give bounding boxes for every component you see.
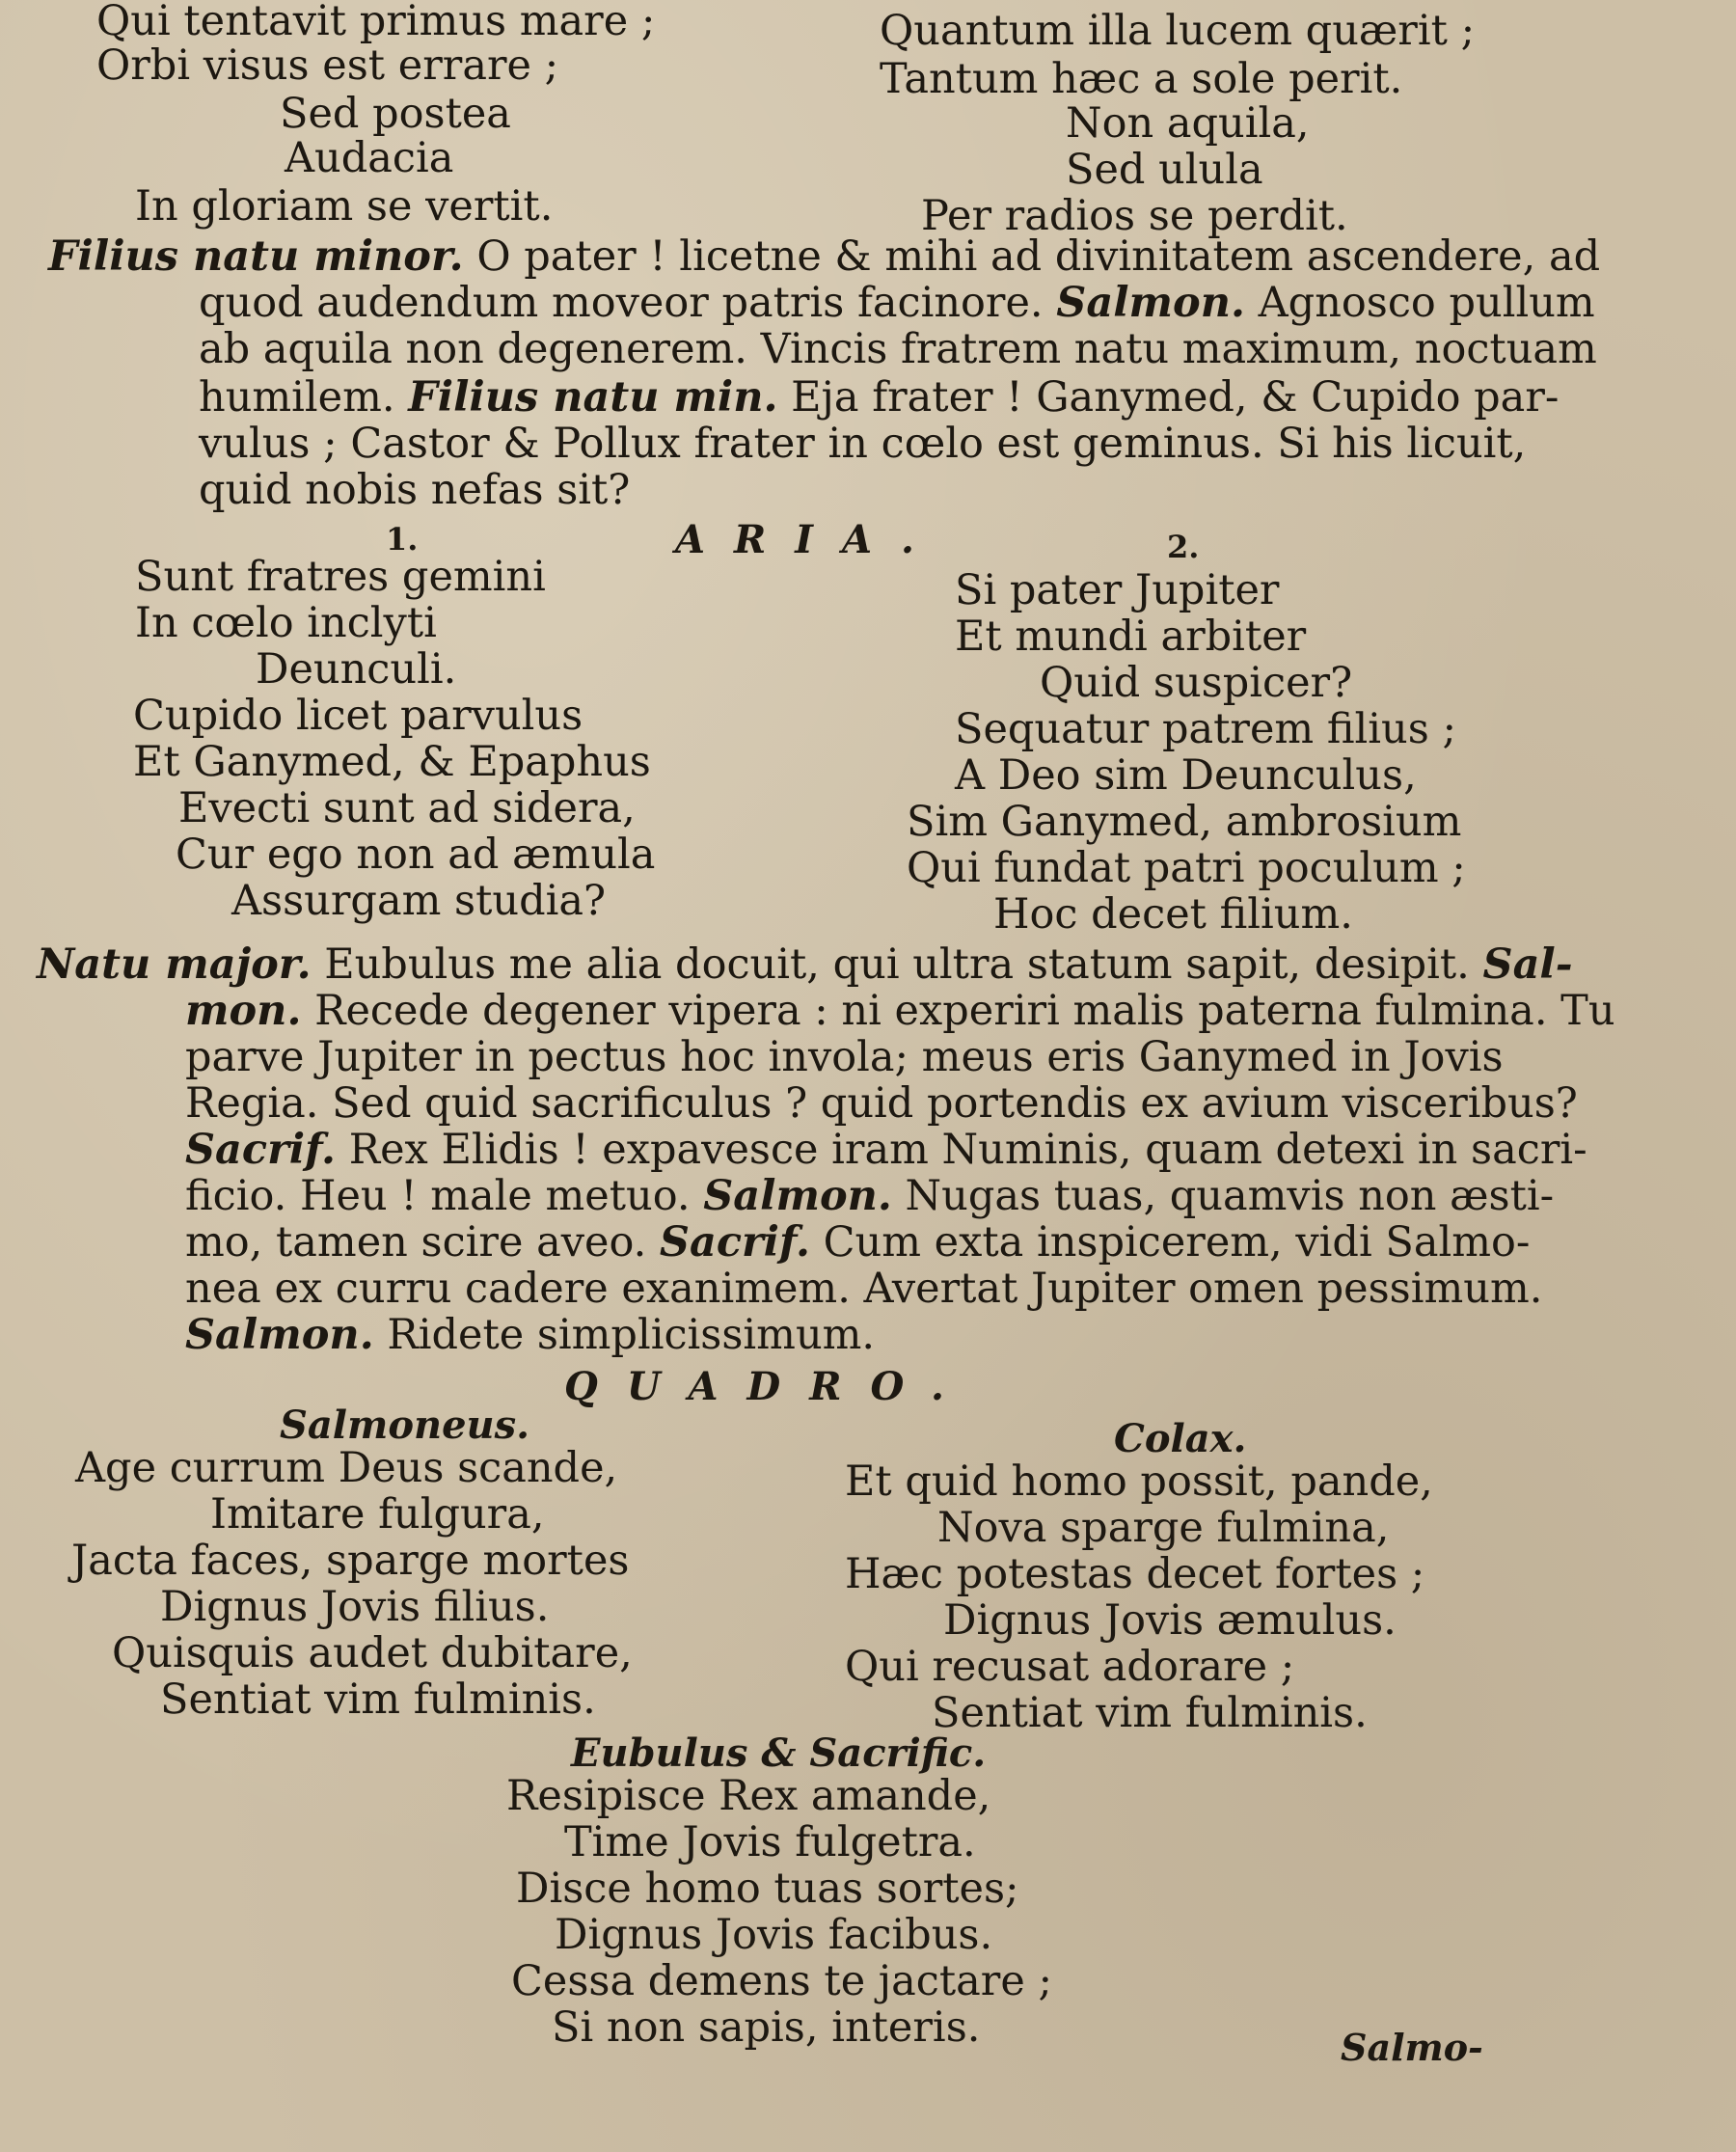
quadro-line: Sentiat vim fulminis. [160, 1675, 596, 1724]
aria-line: In cœlo inclyti [135, 599, 437, 647]
aria-line: Sunt fratres gemini [135, 553, 546, 601]
dialogue-text: Eja frater ! Ganymed, & Cupido par- [791, 373, 1560, 422]
verse-line: Qui tentavit primus mare ; [96, 0, 656, 45]
quadro-line: Qui recusat adorare ; [845, 1643, 1295, 1691]
dialogue-line [185, 1127, 1587, 1173]
catchword: Salmo- [1341, 2026, 1483, 2069]
quadro-line: Quisquis audet dubitare, [112, 1629, 633, 1677]
dialogue-text: Ridete simplicissimum. [387, 1311, 876, 1359]
aria-line: Si pater Jupiter [955, 566, 1280, 614]
verse-line: Audacia [285, 134, 454, 182]
aria-line: Sequatur patrem filius ; [955, 705, 1456, 753]
section-heading-aria: ARIA. [675, 517, 943, 562]
quadro-line: Imitare fulgura, [210, 1490, 545, 1539]
speaker-name: Sal- [1482, 940, 1573, 989]
aria-line: Et Ganymed, & Epaphus [133, 738, 651, 786]
speaker-name: Sacrif. [185, 1126, 337, 1174]
verse-line: Non aquila, [1066, 99, 1310, 148]
dialogue-line [185, 1219, 1530, 1266]
quadro-line: Resipisce Rex amande, [506, 1772, 991, 1820]
dialogue-line [185, 988, 1615, 1034]
dialogue-text: Agnosco pullum [1258, 279, 1595, 327]
quadro-line: Jacta faces, sparge mortes [71, 1537, 630, 1585]
dialogue-line: nea ex curru cadere exanimem. Avertat Jupiter omen pessimum. [185, 1265, 1543, 1313]
role-name: Colax. [1114, 1416, 1247, 1461]
dialogue-line [185, 1173, 1554, 1219]
dialogue-text: Cum exta inspicerem, vidi Salmo- [823, 1218, 1531, 1267]
dialogue-line: parve Jupiter in pectus hoc involа; meus eris Ganymed in Jovis [185, 1033, 1504, 1081]
dialogue-text: quod audendum moveor patris facinore. [199, 279, 1044, 327]
dialogue-text: Rex Elidis ! expavesce iram Numinis, quam detexi in sacri- [348, 1126, 1587, 1174]
quadro-line: Sentiat vim fulminis. [932, 1689, 1368, 1737]
dialogue-line: vulus ; Castor & Pollux frater in cœlo est geminus. Si his licuit, [199, 420, 1527, 468]
quadro-line: Hæc potestas decet fortes ; [845, 1550, 1425, 1598]
dialogue-line [37, 941, 1573, 988]
speaker-name: Filius natu minor. [48, 232, 464, 281]
verse-number: 1. [386, 521, 419, 558]
role-name: Eubulus & Sacrific. [571, 1730, 987, 1776]
verse-line: Quantum illa lucem quærit ; [880, 7, 1476, 55]
verse-line: Orbi visus est errare ; [96, 41, 559, 90]
aria-line: Qui fundat patri poculum ; [907, 844, 1466, 892]
verse-line: In gloriam se vertit. [135, 182, 554, 231]
speaker-name: Filius natu min. [408, 373, 778, 422]
dialogue-text: Eubulus me alia docuit, qui ultra statum sapit, desipit. [324, 940, 1470, 989]
dialogue-text: humilem. [199, 373, 395, 422]
speaker-name: Sacrif. [659, 1218, 810, 1267]
verse-number: 2. [1167, 529, 1200, 565]
role-name: Salmoneus. [280, 1403, 530, 1448]
dialogue-line: Regia. Sed quid sacrificulus ? quid portendis ex avium visceribus? [185, 1079, 1578, 1128]
speaker-name: Salmon. [1056, 279, 1245, 327]
verse-line: Sed ulula [1066, 146, 1263, 194]
aria-line: Assurgam studia? [231, 877, 607, 925]
speaker-name: Natu major. [37, 940, 312, 989]
verse-line: Sed postea [280, 90, 511, 138]
dialogue-text: mo, tamen scire aveo. [185, 1218, 647, 1267]
aria-line: Deunculi. [256, 645, 457, 694]
quadro-line: Disce homo tuas sortes; [516, 1865, 1019, 1913]
speaker-name: Salmon. [185, 1311, 374, 1359]
quadro-line: Si non sapis, interis. [552, 2003, 981, 2052]
quadro-line: Et quid homo possit, pande, [845, 1457, 1433, 1506]
dialogue-text: Nugas tuas, quamvis non æsti- [905, 1172, 1555, 1220]
aria-line: Quid suspicer? [1040, 659, 1353, 707]
aria-line: Evecti sunt ad sidera, [178, 784, 636, 832]
verse-line: Per radios se perdit. [921, 192, 1348, 240]
aria-line: A Deo sim Deunculus, [955, 751, 1417, 800]
dialogue-text: ficio. Heu ! male metuo. [185, 1172, 691, 1220]
quadro-line: Age currum Deus scande, [75, 1444, 618, 1492]
aria-line: Cupido licet parvulus [133, 692, 583, 740]
quadro-line: Dignus Jovis facibus. [555, 1911, 993, 1959]
quadro-line: Dignus Jovis æmulus. [943, 1596, 1397, 1645]
dialogue-text: Recede degener vipera : ni experiri malis paterna fulmina. Tu [314, 987, 1615, 1035]
quadro-line: Time Jovis fulgetra. [564, 1818, 976, 1866]
quadro-line: Nova sparge fulmina, [937, 1504, 1390, 1552]
dialogue-line [48, 233, 1600, 280]
aria-line: Hoc decet filium. [993, 890, 1353, 939]
dialogue-line [199, 374, 1559, 421]
dialogue-line [199, 280, 1595, 326]
verse-line: Tantum hæc a sole perit. [880, 55, 1403, 103]
aria-line: Sim Ganymed, ambrosium [907, 798, 1462, 846]
quadro-line: Cessa demens te jactare ; [511, 1957, 1052, 2005]
dialogue-line [185, 1312, 875, 1358]
section-heading-quadro: QUADRO. [564, 1364, 973, 1409]
speaker-name: Salmon. [703, 1172, 892, 1220]
dialogue-text: O pater ! licetne & mihi ad divinitatem ascendere, ad [476, 232, 1601, 281]
dialogue-line: quid nobis nefas sit? [199, 466, 631, 514]
quadro-line: Dignus Jovis filius. [160, 1583, 550, 1631]
aria-line: Et mundi arbiter [955, 613, 1307, 661]
speaker-name: mon. [185, 987, 302, 1035]
aria-line: Cur ego non ad æmula [176, 831, 656, 879]
dialogue-line: ab aquila non degenerem. Vincis fratrem natu maximum, noctuam [199, 325, 1597, 373]
